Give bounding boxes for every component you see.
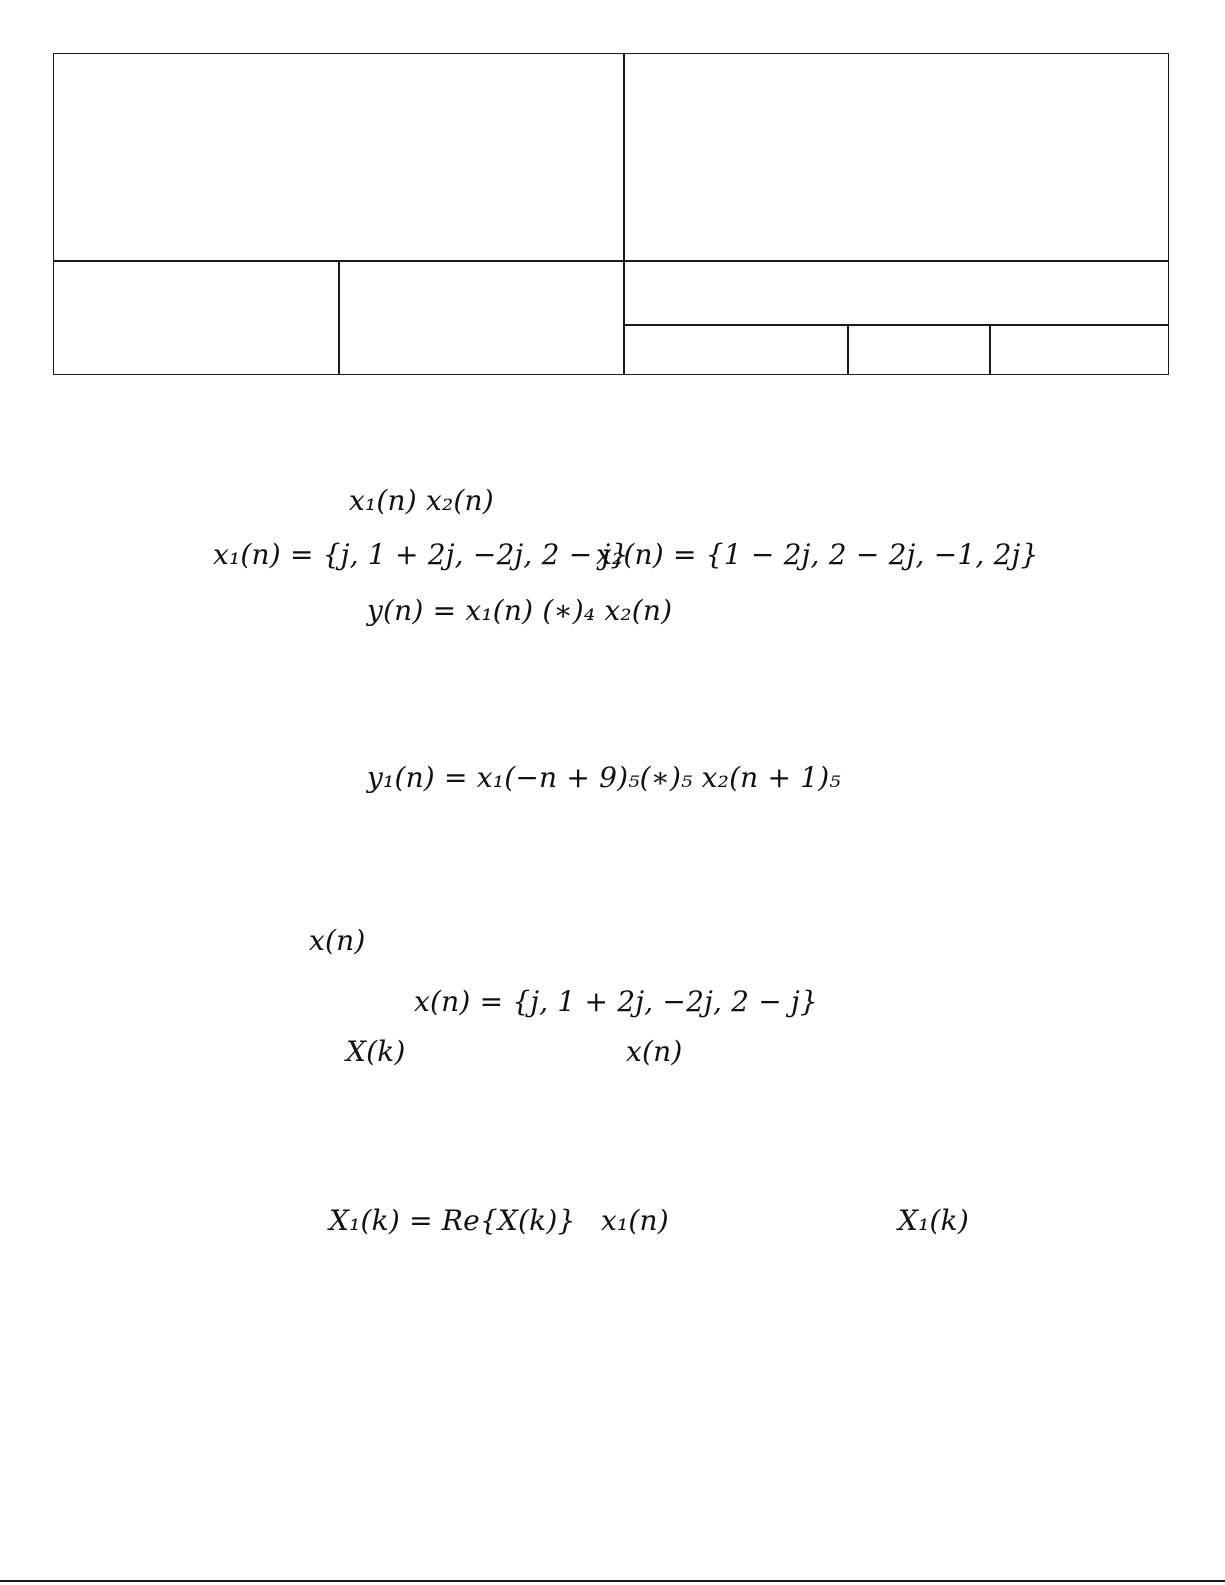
xn-label: x(n)	[626, 1035, 683, 1068]
y1-circular-convolution: y₁(n) = x₁(−n + 9)₅(∗)₅ x₂(n + 1)₅	[367, 761, 841, 794]
header-divider-small-2	[989, 324, 991, 375]
signals-label: x₁(n) x₂(n)	[349, 484, 494, 517]
header-divider-center	[623, 53, 625, 375]
y-circular-convolution: y(n) = x₁(n) (∗)₄ x₂(n)	[367, 594, 673, 627]
Xk-label: X(k)	[346, 1035, 406, 1068]
x1-definition: x₁(n) = {j, 1 + 2j, −2j, 2 − j}	[213, 538, 629, 571]
page-bottom-rule	[0, 1580, 1225, 1582]
x-label: x(n)	[309, 924, 366, 957]
header-divider-left-lower	[338, 260, 340, 375]
x1-label: x₁(n)	[601, 1204, 669, 1237]
header-divider-small-1	[847, 324, 849, 375]
header-table	[53, 53, 1169, 375]
X1-definition: X₁(k) = Re{X(k)}	[329, 1204, 576, 1237]
x2-definition: x₂(n) = {1 − 2j, 2 − 2j, −1, 2j}	[596, 538, 1039, 571]
header-divider-row	[53, 260, 1169, 262]
x-definition: x(n) = {j, 1 + 2j, −2j, 2 − j}	[414, 985, 818, 1018]
X1-label: X₁(k)	[898, 1204, 969, 1237]
header-divider-right-lower	[623, 324, 1169, 326]
